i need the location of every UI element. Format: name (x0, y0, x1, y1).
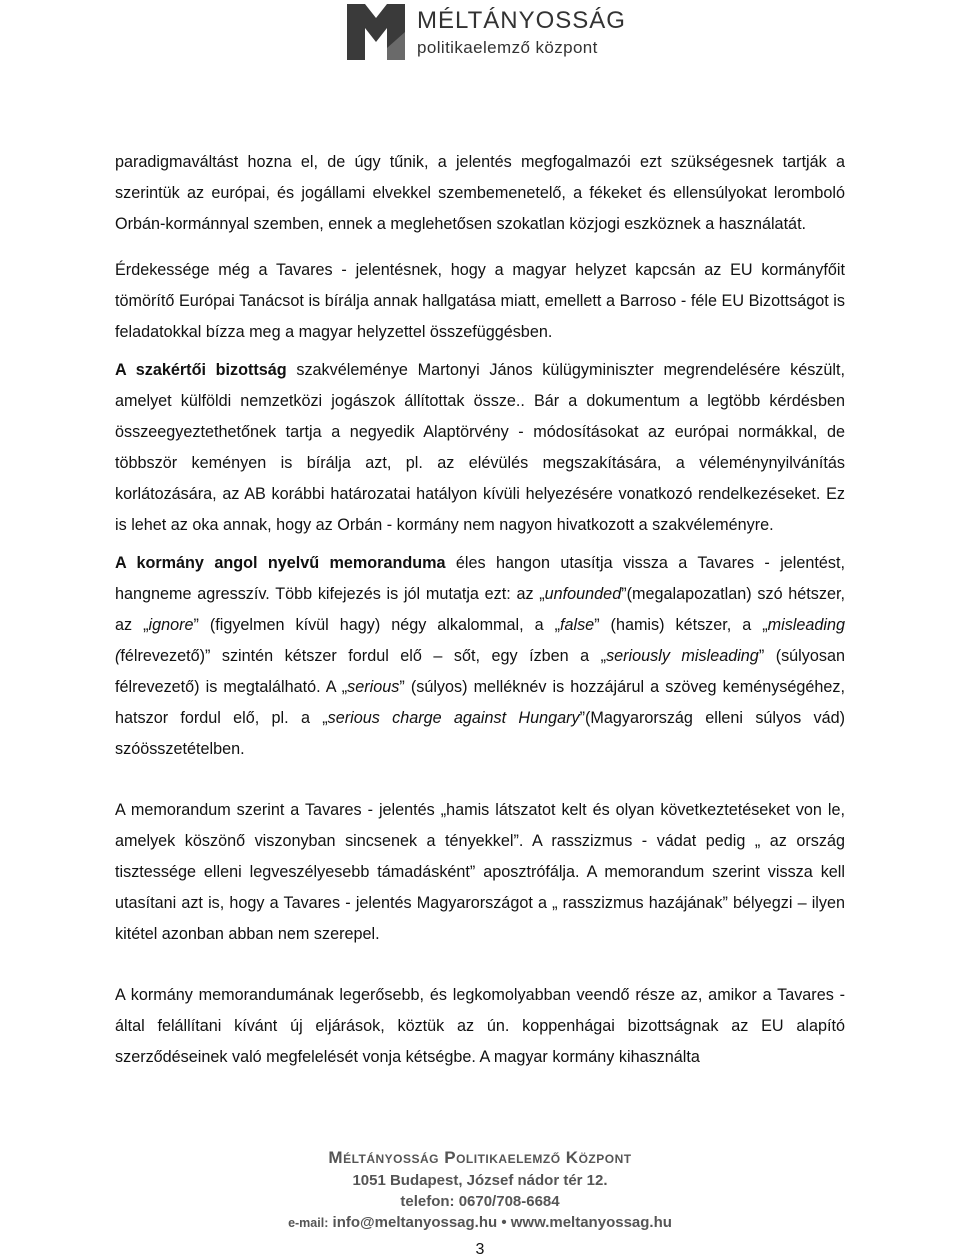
text-span: ” (figyelmen kívül hagy) négy alkalommal, a „ (193, 616, 560, 634)
paragraph-4 (115, 548, 845, 765)
text-span: ” (hamis) kétszer, a „ (594, 616, 768, 634)
footer-email-label: e-mail: (288, 1216, 329, 1230)
footer-contact (0, 1212, 960, 1234)
italic-term: serious (347, 678, 400, 696)
paragraph-3-heading: A szakértői bizottság (115, 361, 287, 379)
italic-term: seriously misleading (606, 647, 759, 665)
page-number: 3 (475, 1241, 485, 1258)
italic-term: misleading ( (115, 616, 845, 665)
logo-mark-icon (347, 4, 405, 60)
footer-organization: Méltányosság Politikaelemző Központ (328, 1148, 632, 1167)
paragraph-6: A kormány memorandumának legerősebb, és legkomolyabban veendő része az, amikor a Tavares - által felállítani kívánt új eljárások, köztük az ún. koppenhágai bizottságnak az EU alapító szerződéseinek való megfelelését vonja kétségbe. A magyar kormány kihasználta (115, 986, 845, 1066)
paragraph-2: Érdekessége még a Tavares - jelentésnek, hogy a magyar helyzet kapcsán az EU kormányfőit tömörítő Európai Tanácsot is bírálja annak hallgatása miatt, emellett a Barroso - féle EU Bizottságot is feladatokkal bízza meg a magyar helyzettel összefüggésben. (115, 261, 845, 341)
footer-address: 1051 Budapest, József nádor tér 12. (352, 1172, 608, 1189)
logo-subtitle: politikaelemző központ (417, 38, 598, 57)
footer-email-web: info@meltanyossag.hu • www.meltanyossag.hu (328, 1214, 672, 1231)
paragraph-3-text: szakvéleménye Martonyi János külügyminiszter megrendelésére készült, amelyet külföldi nemzetközi jogászok állítottak össze.. Bár a dokumentum a legtöbb kérdésben összeegyeztethetőnek tartja a negyedik Alaptörvény - módosításokat az európai normákkal, de többször keményen is bírálja azt, pl. az elévülés megszakítására, a véleménynyilvánítás korlátozására, az AB korábbi határozatai hatályon kívüli helyezésére vonatkozó rendelkezéseket. Ez is lehet az oka annak, hogy az Orbán - kormány nem nagyon hivatkozott a szakvéleményre. (115, 361, 845, 534)
text-span: ”(megalapozatlan) szó hétszer, az „ (115, 585, 845, 634)
italic-term: serious charge against Hungary (327, 709, 580, 727)
text-span: ”(Magyarország elleni súlyos vád) szóösszetételben. (115, 709, 845, 758)
text-span: félrevezető)” szintén kétszer fordul elő – sőt, egy ízben a „ (120, 647, 607, 665)
document-body (115, 147, 845, 1073)
paragraph-3 (115, 355, 845, 541)
text-span: ” (súlyos) melléknév is hozzájárul a szöveg keménységéhez, hatszor fordul elő, pl. a „ (115, 678, 845, 727)
text-span: ” (súlyosan félrevezető) is megtalálható. A „ (115, 647, 845, 696)
text-span: éles hangon utasítja vissza a Tavares - jelentést, hangneme agresszív. Több kifejezés is jól mutatja ezt: az „ (115, 554, 845, 603)
paragraph-1: paradigmaváltást hozna el, de úgy tűnik, a jelentés megfogalmazói ezt szükségesnek tartják a szerintük az európai, és jogállami elvekkel szembemenetelő, a fékeket és ellensúlyokat leromboló Orbán-kormánnyal szemben, ennek a meglehetősen szokatlan közjogi eszköznek a használatát. (115, 153, 845, 233)
paragraph-4-heading: A kormány angol nyelvű memoranduma (115, 554, 446, 572)
italic-term: false (559, 616, 595, 634)
italic-term: unfounded (544, 585, 622, 603)
page-footer (0, 1146, 960, 1234)
header-logo (347, 4, 627, 64)
footer-phone: telefon: 0670/708-6684 (400, 1193, 560, 1210)
logo-title: MÉLTÁNYOSSÁG (417, 7, 626, 34)
italic-term: ignore (148, 616, 194, 634)
paragraph-5: A memorandum szerint a Tavares - jelentés „hamis látszatot kelt és olyan következtetéseket von le, amelyek köszönő viszonyban sincsenek a tényekkel”. A rasszizmus - vádat pedig „ az ország tisztessége elleni legveszélyesebb támadásként” aposztrófálja. A memorandum szerint vissza kell utasítani azt is, hogy a Tavares - jelentés Magyarországot a „ rasszizmus hazájának” bélyegzi – ilyen kitétel azonban abban nem szerepel. (115, 801, 845, 943)
